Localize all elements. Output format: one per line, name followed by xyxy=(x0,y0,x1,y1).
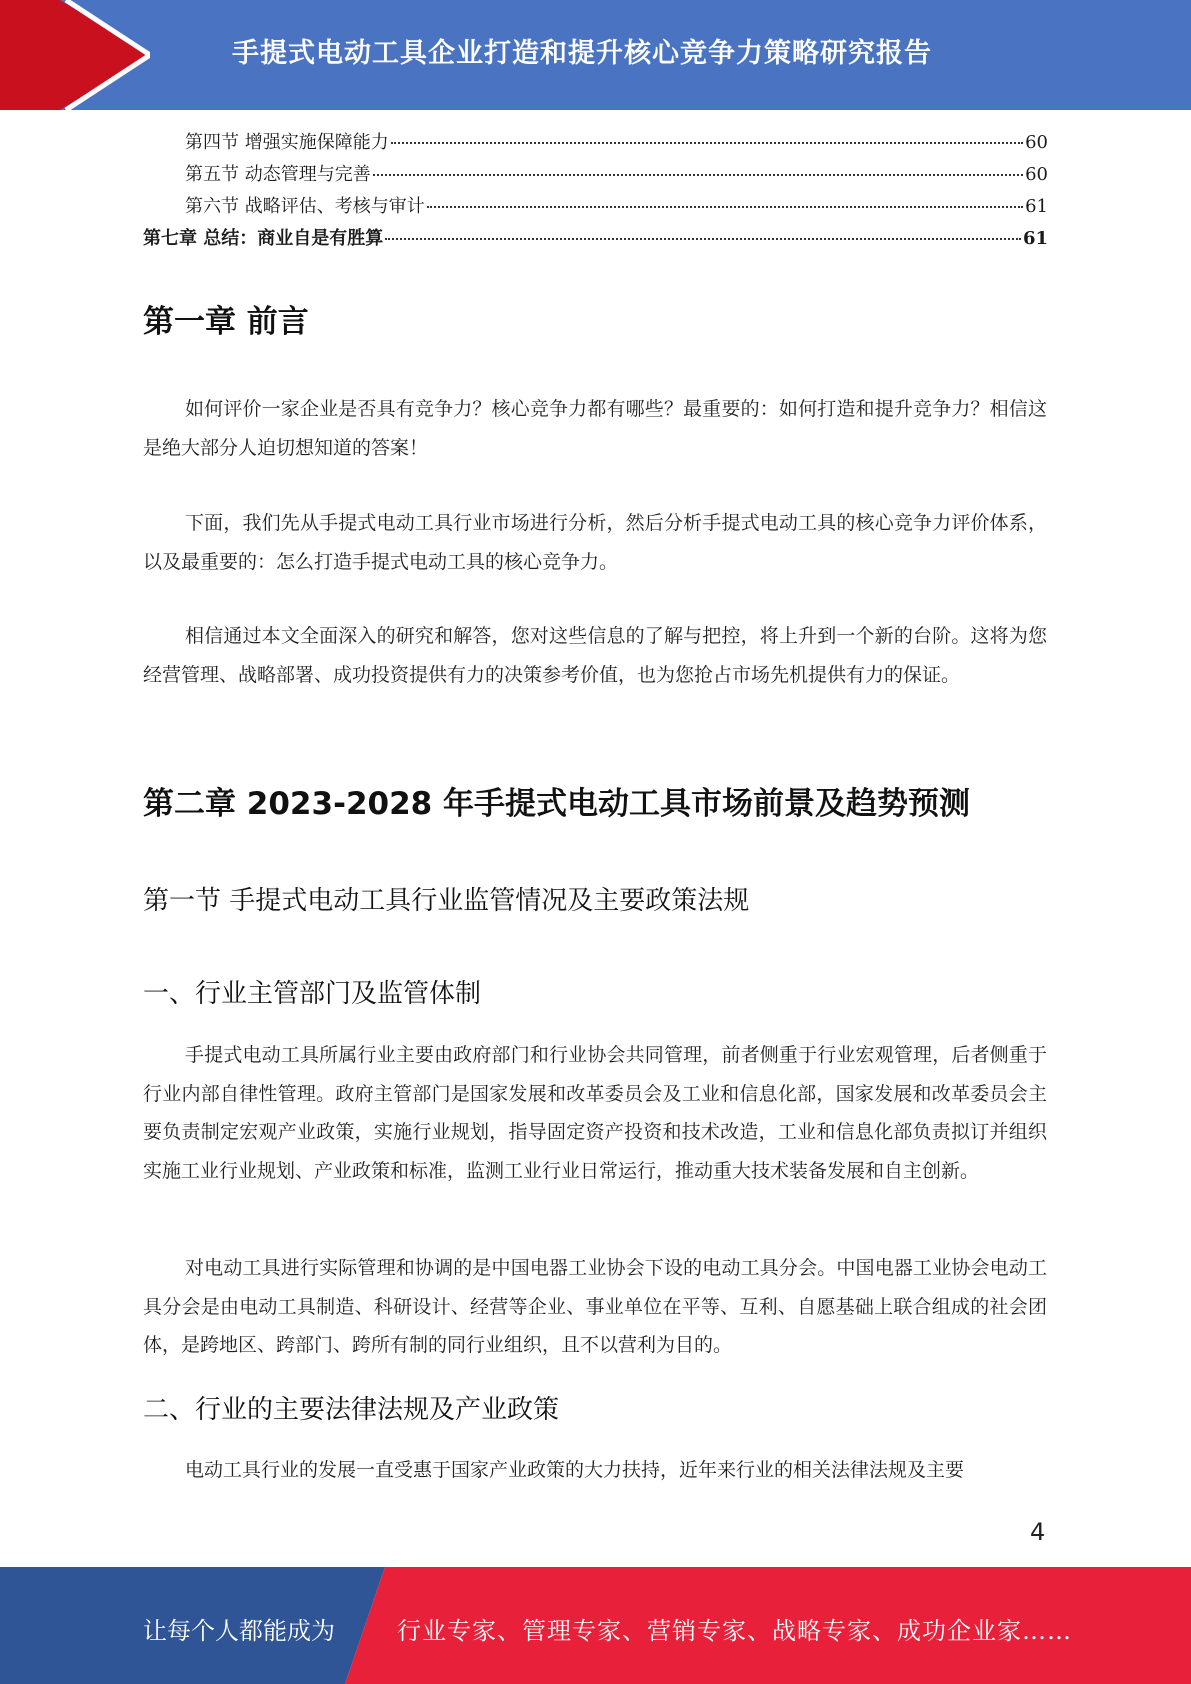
toc-leader-dots xyxy=(391,142,1023,144)
body-paragraph: 手提式电动工具所属行业主要由政府部门和行业协会共同管理，前者侧重于行业宏观管理，后者侧重于行业内部自律性管理。政府主管部门是国家发展和改革委员会及工业和信息化部，国家发展和改革委员会主要负责制定宏观产业政策，实施行业规划，指导固定资产投资和技术改造，工业和信息化部负责拟订并组织实施工业行业规划、产业政策和标准，监测工业行业日常运行，推动重大技术装备发展和自主创新。 xyxy=(143,1044,1047,1182)
footer-slogan-left: 让每个人都能成为 xyxy=(143,1617,335,1645)
toc-entry[interactable] xyxy=(143,128,1048,160)
toc-entry-label: 第六节 战略评估、考核与审计 xyxy=(185,196,425,217)
page-number: 4 xyxy=(1030,1518,1046,1546)
body-paragraph: 对电动工具进行实际管理和协调的是中国电器工业协会下设的电动工具分会。中国电器工业协会电动工具分会是由电动工具制造、科研设计、经营等企业、事业单位在平等、互利、自愿基础上联合组成的社会团体，是跨地区、跨部门、跨所有制的同行业组织，且不以营利为目的。 xyxy=(143,1257,1047,1356)
chapter-2-heading: 第二章 2023-2028 年手提式电动工具市场前景及趋势预测 xyxy=(143,786,971,822)
toc-entry-label: 第七章 总结：商业自是有胜算 xyxy=(143,228,384,249)
toc-entry[interactable] xyxy=(143,160,1048,192)
subsection-2-heading: 二、行业的主要法律法规及产业政策 xyxy=(143,1395,560,1425)
toc-entry-chapter[interactable] xyxy=(143,224,1048,256)
body-paragraph: 电动工具行业的发展一直受惠于国家产业政策的大力扶持，近年来行业的相关法律法规及主要 xyxy=(185,1459,965,1481)
report-title: 手提式电动工具企业打造和提升核心竞争力策略研究报告 xyxy=(232,38,932,69)
page-footer xyxy=(0,1567,1191,1684)
toc-entry-label: 第四节 增强实施保障能力 xyxy=(185,132,389,153)
toc-leader-dots xyxy=(385,238,1021,240)
toc-entry-page: 60 xyxy=(1025,132,1048,153)
red-chevron-logo xyxy=(0,0,150,110)
toc-leader-dots xyxy=(373,174,1023,176)
body-paragraph: 相信通过本文全面深入的研究和解答，您对这些信息的了解与把控，将上升到一个新的台阶。这将为您经营管理、战略部署、成功投资提供有力的决策参考价值，也为您抢占市场先机提供有力的保证。 xyxy=(143,625,1047,686)
section-1-heading: 第一节 手提式电动工具行业监管情况及主要政策法规 xyxy=(143,886,750,916)
body-paragraph: 如何评价一家企业是否具有竞争力？核心竞争力都有哪些？最重要的：如何打造和提升竞争力？相信这是绝大部分人迫切想知道的答案！ xyxy=(143,398,1047,459)
toc-leader-dots xyxy=(427,206,1023,208)
page-header xyxy=(0,0,1191,110)
footer-slogan-right: 行业专家、管理专家、营销专家、战略专家、成功企业家…… xyxy=(397,1617,1072,1645)
toc-entry[interactable] xyxy=(143,192,1048,224)
table-of-contents xyxy=(143,128,1048,256)
toc-entry-page: 60 xyxy=(1025,164,1048,185)
subsection-1-heading: 一、行业主管部门及监管体制 xyxy=(143,979,482,1009)
toc-entry-page: 61 xyxy=(1022,228,1048,249)
toc-entry-page: 61 xyxy=(1025,196,1048,217)
chapter-1-heading: 第一章 前言 xyxy=(143,304,309,340)
body-paragraph: 下面，我们先从手提式电动工具行业市场进行分析，然后分析手提式电动工具的核心竞争力评价体系，以及最重要的：怎么打造手提式电动工具的核心竞争力。 xyxy=(143,512,1047,573)
toc-entry-label: 第五节 动态管理与完善 xyxy=(185,164,371,185)
